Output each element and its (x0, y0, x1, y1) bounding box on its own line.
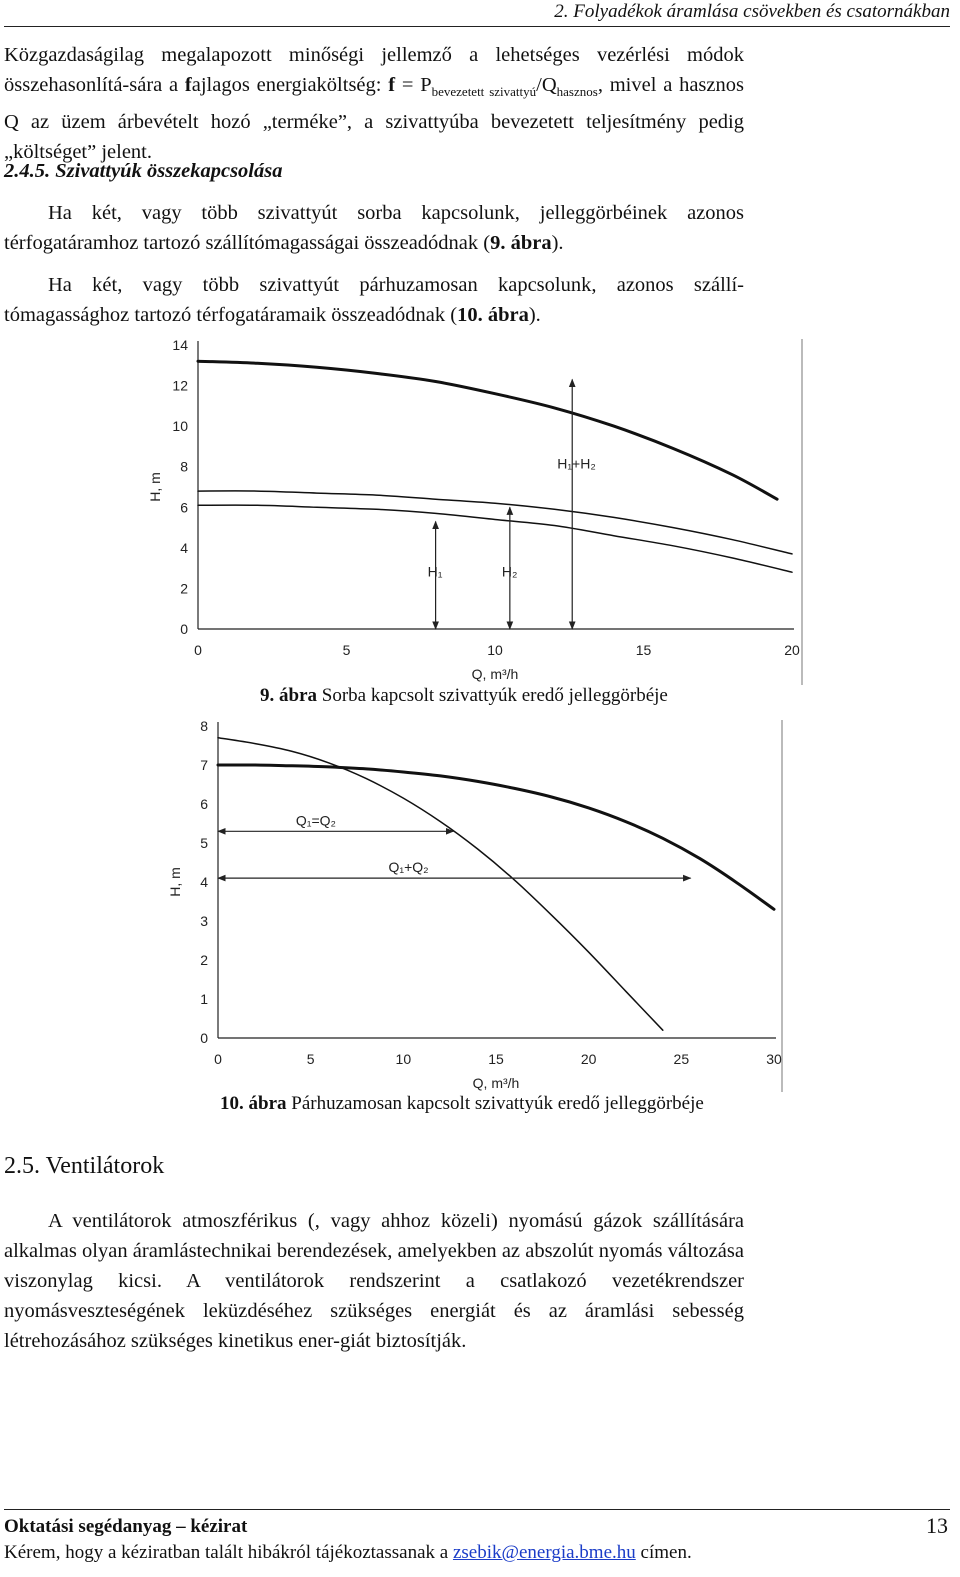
curve-2 (198, 491, 792, 554)
y-tick-label: 10 (172, 418, 188, 435)
curve-1 (218, 738, 663, 1030)
header-divider (4, 26, 950, 27)
parallel-paragraph (4, 270, 744, 330)
footer-note-pre: Kérem, hogy a kéziratban talált hibákról tájékoztassanak a (4, 1542, 453, 1563)
intro-paragraph (4, 40, 744, 167)
parallel-text: Ha két, vagy több szivattyút párhuzamosan kapcsolunk, azonos szállí-tómagassághoz tartozó térfogatáramaik összeadódnak ( (4, 274, 744, 326)
y-tick-label: 8 (180, 458, 188, 475)
y-axis-title: H, m (147, 472, 163, 502)
x-axis-title: Q, m³/h (471, 666, 519, 682)
intro-slash: /Q (536, 74, 557, 96)
section-heading-fans: 2.5. Ventilátorok (4, 1153, 165, 1179)
series-paragraph (4, 198, 744, 258)
footer-email-link[interactable]: zsebik@energia.bme.hu (452, 1542, 636, 1563)
y-tick-label: 7 (200, 757, 208, 773)
figure-10-caption-number: 10. ábra (220, 1093, 287, 1114)
y-tick-label: 14 (172, 337, 188, 353)
figure-10-caption (220, 1092, 704, 1116)
x-tick-label: 5 (306, 1051, 315, 1067)
y-tick-label: 5 (200, 835, 208, 851)
curve-1 (198, 361, 777, 499)
intro-lead: Közgazdaságilag megalapozott minőségi jellemző a lehetséges vezérlési módok összehasonlítá-sára a (4, 44, 744, 96)
y-tick-label: 2 (180, 580, 188, 597)
y-tick-label: 4 (180, 539, 188, 556)
series-text: Ha két, vagy több szivattyút sorba kapcsolunk, jelleggörbéinek azonos térfogatáramhoz tartozó szállítómagasságai összeadódnak ( (4, 202, 744, 254)
y-tick-label: 6 (200, 796, 208, 812)
x-axis-title: Q, m³/h (472, 1075, 520, 1091)
page-number: 13 (926, 1513, 948, 1538)
y-tick-label: 3 (200, 913, 208, 929)
intro-sub-useful: hasznos (556, 84, 598, 100)
figure-9-caption-number: 9. ábra (260, 685, 317, 706)
parallel-figure-ref: 10. ábra (457, 304, 529, 326)
y-axis-title: H, m (167, 867, 183, 897)
x-tick-label: 10 (395, 1051, 412, 1067)
y-tick-label: 6 (180, 499, 188, 516)
intro-f-bold: f (184, 74, 192, 96)
intro-after-f: ajlagos energiaköltség: (191, 74, 389, 96)
footer-label: Oktatási segédanyag – kézirat (4, 1516, 248, 1537)
x-tick-label: 30 (766, 1051, 782, 1067)
annotation-label: H₁+H₂ (557, 455, 596, 472)
series-figure-ref: 9. ábra (490, 232, 552, 254)
intro-rest: , mivel a hasznos Q az üzem árbevételt hozó „terméke”, a szivattyúba bevezetett teljesítmény pedig „költséget” jelent. (4, 74, 744, 164)
annotation-label: Q₁=Q₂ (295, 812, 336, 829)
y-tick-label: 2 (200, 952, 208, 968)
intro-f-formula: f (388, 74, 396, 96)
figure-9-caption (260, 684, 668, 708)
x-tick-label: 20 (580, 1051, 597, 1067)
y-tick-label: 0 (180, 621, 188, 637)
figure-10-chart (160, 714, 800, 1092)
intro-sub-input: bevezetett szivattyú (431, 84, 537, 100)
x-tick-label: 20 (784, 642, 800, 658)
section-heading-pumps: 2.4.5. Szivattyúk összekapcsolása (4, 160, 283, 182)
x-tick-label: 0 (214, 1051, 222, 1067)
footer-divider (4, 1509, 950, 1510)
intro-eq: = P (395, 74, 432, 96)
parallel-end: ). (528, 304, 541, 326)
fans-paragraph: A ventilátorok atmoszférikus (, vagy ahhoz közeli) nyomású gázok szállítására alkalmas olyan áramlástechnikai berendezések, amelyekben az abszolút nyomás változása viszonylag kicsi. A ventilátorok rendszerint a csatlakozó vezetékrendszer nyomásveszteségének leküzdéséhez szükséges energiát és az áramlási sebesség létrehozásához szükséges kinetikus ener-giát biztosítják. (4, 1210, 744, 1352)
figure-9-caption-text: Sorba kapcsolt szivattyúk eredő jelleggörbéje (317, 685, 668, 706)
x-tick-label: 25 (673, 1051, 690, 1067)
annotation-label: H₁ (427, 563, 443, 580)
y-tick-label: 8 (200, 718, 208, 734)
x-tick-label: 0 (194, 642, 202, 658)
y-tick-label: 12 (172, 377, 188, 394)
footer-note (4, 1540, 692, 1566)
x-tick-label: 15 (488, 1051, 504, 1067)
annotation-label: Q₁+Q₂ (388, 859, 429, 876)
y-tick-label: 4 (200, 874, 208, 890)
y-tick-label: 0 (200, 1030, 208, 1046)
footer-note-post: címen. (635, 1542, 692, 1563)
annotation-label: H₂ (501, 563, 518, 580)
x-tick-label: 10 (487, 642, 503, 658)
series-end: ). (551, 232, 564, 254)
x-tick-label: 5 (342, 642, 351, 658)
curve-2 (218, 765, 774, 909)
y-tick-label: 1 (200, 991, 208, 1007)
figure-10-caption-text: Párhuzamosan kapcsolt szivattyúk eredő jelleggörbéje (286, 1093, 704, 1114)
curve-3 (198, 505, 792, 572)
figure-9-chart (140, 335, 810, 690)
running-header: 2. Folyadékok áramlása csövekben és csatornákban (554, 1, 950, 22)
x-tick-label: 15 (635, 642, 652, 658)
